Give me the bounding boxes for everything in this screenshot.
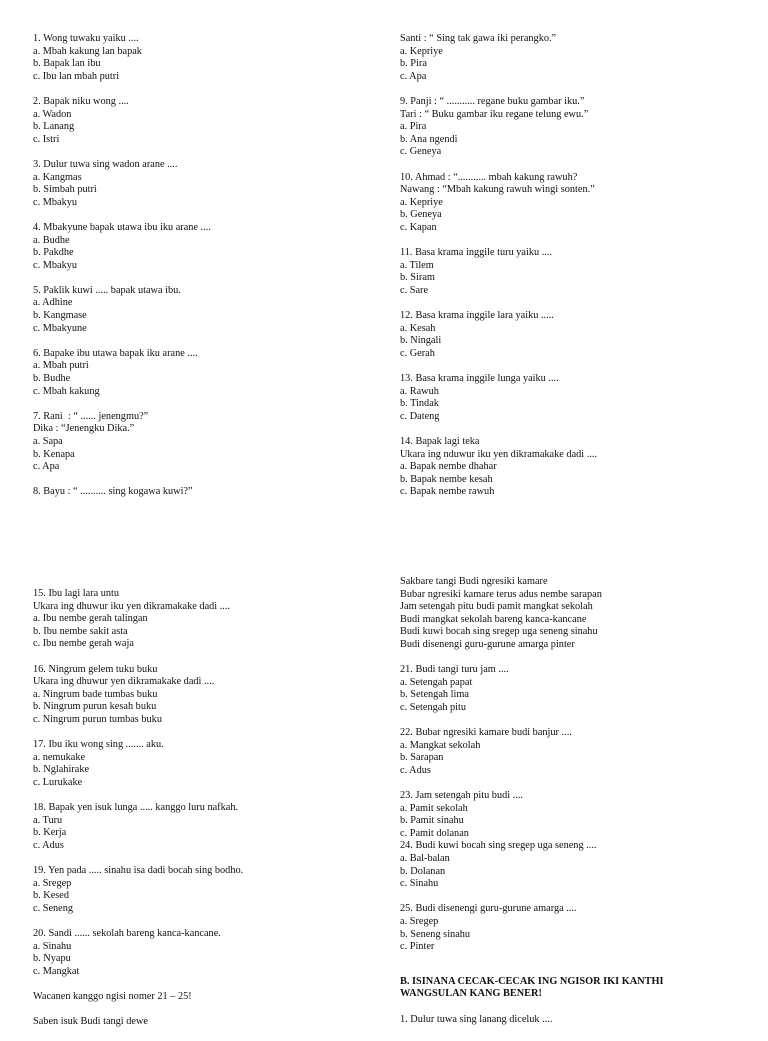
answer-line: c. Ningrum purun tumbas buku [33, 713, 162, 725]
question-block [33, 1016, 368, 1029]
question-text: 3. Dulur tuwa sing wadon arane .... [33, 158, 178, 170]
answer-line: a. Pira [400, 121, 427, 133]
question-text: 2. Bapak niku wong .... [33, 95, 129, 107]
answer-line: c. Mbah kakung [33, 385, 100, 397]
answer-line: b. Budhe [33, 373, 71, 385]
question-text: 25. Budi disenengi guru-gurune amarga .... [400, 903, 577, 915]
question-text: 5. Paklik kuwi ..... bapak utawa ibu. [33, 284, 181, 296]
question-block [400, 373, 740, 423]
right-column-bottom [400, 576, 740, 1026]
answer-line: c. Seneng [33, 902, 74, 914]
question-block [33, 222, 368, 272]
answer-line: Budi kuwi bocah sing sregep uga seneng sinahu [400, 626, 598, 638]
question-block [33, 664, 368, 727]
answer-line: b. Sarapan [400, 752, 444, 764]
answer-line: c. Istri [33, 133, 60, 145]
question-text: 23. Jam setengah pitu budi .... [400, 790, 523, 802]
answer-line: a. Kangmas [33, 171, 82, 183]
answer-line: Bubar ngresiki kamare terus adus nembe sarapan [400, 588, 602, 600]
answer-line: a. Kepriye [400, 196, 443, 208]
question-block [400, 840, 740, 890]
answer-line: a. Pamit sekolah [400, 802, 468, 814]
answer-line: b. Nyapu [33, 953, 71, 965]
answer-line: a. Budhe [33, 234, 70, 246]
answer-line: c. Kapan [400, 221, 437, 233]
question-text: 24. Budi kuwi bocah sing sregep uga seneng .... [400, 840, 597, 852]
answer-line: b. Dolanan [400, 865, 446, 877]
answer-line: c. Ibu nembe gerah waja [33, 638, 134, 650]
answer-line: b. Siram [400, 272, 435, 284]
question-text: Santi : “ Sing tak gawa iki perangko.” [400, 33, 557, 44]
answer-line: a. Mangkat sekolah [400, 739, 481, 751]
question-text: 16. Ningrum gelem tuku buku [33, 663, 158, 675]
answer-line: b. Kesed [33, 890, 70, 902]
answer-line: Dika : “Jenengku Dika.” [33, 423, 135, 435]
question-text: Wacanen kanggo ngisi nomer 21 – 25! [33, 991, 192, 1002]
question-block [33, 588, 368, 651]
question-block [33, 96, 368, 146]
answer-line: a. Sapa [33, 436, 63, 447]
answer-line: b. Bapak lan ibu [33, 58, 101, 70]
answer-line: c. Apa [33, 461, 60, 473]
answer-line: Nawang : “Mbah kakung rawuh wingi sonten.” [400, 184, 595, 196]
answer-line: c. Dateng [400, 410, 440, 422]
answer-line: c. Adus [33, 839, 64, 851]
question-block [33, 285, 368, 335]
question-text: 8. Bayu : “ .......... sing kogawa kuwi?” [33, 486, 193, 498]
answer-line: b. Lanang [33, 121, 75, 133]
question-block [400, 436, 740, 499]
answer-line: c. Mbakyu [33, 259, 78, 271]
question-block [400, 664, 740, 714]
question-block [33, 865, 368, 915]
answer-line: c. Geneya [400, 146, 442, 158]
answer-line: a. Turu [33, 814, 63, 826]
answer-line: a. Kepriye [400, 45, 443, 57]
answer-line: b. Geneya [400, 209, 442, 221]
answer-line: c. Sinahu [400, 878, 439, 890]
question-text: 20. Sandi ...... sekolah bareng kanca-kancane. [33, 928, 221, 940]
answer-line: a. Adhine [33, 297, 73, 309]
answer-line: c. Mangkat [33, 965, 80, 977]
question-text: 4. Mbakyune bapak utawa ibu iku arane .... [33, 221, 211, 233]
question-text: 1. Wong tuwaku yaiku .... [33, 33, 139, 44]
answer-line: b. Simbah putri [33, 184, 97, 196]
answer-line: Budi mangkat sekolah bareng kanca-kancane [400, 613, 587, 625]
question-block [400, 33, 740, 83]
question-block [400, 790, 740, 840]
answer-line: b. Kenapa [33, 448, 75, 460]
answer-line: b. Pamit sinahu [400, 815, 464, 827]
answer-line: a. nemukake [33, 751, 86, 763]
question-text: 21. Budi tangi turu jam .... [400, 664, 509, 676]
answer-line: a. Sregep [400, 916, 439, 928]
answer-line: b. Tindak [400, 398, 439, 410]
question-text: 6. Bapake ibu utawa bapak iku arane .... [33, 347, 198, 359]
question-block [33, 486, 368, 499]
answer-line: c. Apa [400, 70, 427, 82]
answer-line: Ukara ing nduwur iku yen dikramakake dadi .... [400, 448, 598, 460]
answer-line: a. Mbah kakung lan bapak [33, 45, 142, 57]
question-block [33, 33, 368, 83]
answer-line: Budi disenengi guru-gurune amarga pinter [400, 638, 575, 650]
question-text: 15. Ibu lagi lara untu [33, 588, 120, 599]
answer-line: a. Ningrum bade tumbas buku [33, 688, 158, 700]
answer-line: a. Sinahu [33, 940, 72, 952]
answer-line: Tari : “ Buku gambar iku regane telung ewu.” [400, 108, 589, 120]
question-text: 11. Basa krama inggile turu yaiku .... [400, 247, 553, 259]
question-block [400, 727, 740, 777]
question-block [33, 159, 368, 209]
answer-line: a. Tilem [400, 259, 434, 271]
section-b-question-1: 1. Dulur tuwa sing lanang diceluk .... [400, 1013, 553, 1025]
question-text: 14. Bapak lagi teka [400, 436, 480, 447]
answer-line: b. Ningali [400, 335, 442, 347]
answer-line: Ukara ing dhuwur yen dikramakake dadi .... [33, 676, 215, 688]
answer-line: c. Bapak nembe rawuh [400, 486, 495, 498]
answer-line: c. Adus [400, 764, 431, 776]
answer-line: b. Ibu nembe sakit asta [33, 625, 128, 637]
answer-line: c. Ibu lan mbah putri [33, 70, 120, 82]
question-block [33, 739, 368, 789]
answer-line: b. Ningrum purun kesah buku [33, 701, 157, 713]
question-block [33, 411, 368, 474]
question-block [33, 928, 368, 978]
answer-line: c. Sare [400, 284, 429, 296]
answer-line: b. Pira [400, 58, 427, 70]
question-text: 13. Basa krama inggile lunga yaiku .... [400, 373, 559, 385]
answer-line: a. Kesah [400, 322, 436, 334]
question-block [400, 172, 740, 235]
question-block [33, 991, 368, 1004]
left-column-bottom [33, 588, 368, 1041]
question-text: 17. Ibu iku wong sing ....... aku. [33, 739, 164, 751]
answer-line: b. Pakdhe [33, 247, 74, 259]
question-text: 7. Rani : “ ...... jenengmu?” [33, 410, 149, 422]
question-text: 18. Bapak yen isuk lunga ..... kanggo luru nafkah. [33, 802, 239, 814]
answer-line: a. Sregep [33, 877, 72, 889]
answer-line: b. Setengah lima [400, 689, 469, 701]
answer-line: a. Rawuh [400, 385, 439, 397]
answer-line: a. Bapak nembe dhahar [400, 461, 497, 473]
answer-line: b. Nglahirake [33, 764, 90, 776]
question-text: 9. Panji : “ ........... regane buku gambar iku.” [400, 95, 585, 107]
question-text: 10. Ahmad : “........... mbah kakung rawuh? [400, 171, 578, 183]
question-text: Saben isuk Budi tangi dewe [33, 1016, 148, 1028]
answer-line: a. Wadon [33, 108, 72, 120]
answer-line: Ukara ing dhuwur iku yen dikramakake dadi .... [33, 600, 231, 612]
answer-line: a. Setengah papat [400, 676, 473, 688]
question-text: 19. Yen pada ..... sinahu isa dadi bocah sing bodho. [33, 865, 244, 877]
question-block [400, 96, 740, 159]
answer-line: c. Lurukake [33, 776, 83, 788]
answer-line: a. Ibu nembe gerah talingan [33, 613, 148, 625]
answer-line: b. Seneng sinahu [400, 928, 471, 940]
answer-line: c. Setengah pitu [400, 701, 467, 713]
question-text: 12. Basa krama inggile lara yaiku ..... [400, 310, 554, 322]
question-block [33, 802, 368, 852]
question-block [400, 576, 740, 652]
question-block [33, 348, 368, 398]
question-text: Sakbare tangi Budi ngresiki kamare [400, 576, 548, 587]
question-block [400, 903, 740, 953]
answer-line: c. Gerah [400, 347, 435, 359]
answer-line: c. Pinter [400, 941, 435, 953]
answer-line: a. Bal-balan [400, 853, 450, 865]
answer-line: a. Mbah putri [33, 360, 89, 372]
answer-line: b. Ana ngendi [400, 133, 458, 145]
question-block [400, 310, 740, 360]
answer-line: Jam setengah pitu budi pamit mangkat sekolah [400, 601, 593, 613]
question-block [400, 247, 740, 297]
answer-line: b. Kerja [33, 827, 67, 839]
answer-line: c. Pamit dolanan [400, 827, 469, 839]
answer-line: b. Kangmase [33, 310, 87, 322]
left-column-top [33, 33, 368, 512]
right-column-top [400, 33, 740, 512]
section-b-heading: B. ISINANA CECAK-CECAK ING NGISOR IKI KANTHI WANGSULAN KANG BENER! [400, 975, 664, 1000]
answer-line: b. Bapak nembe kesah [400, 473, 493, 485]
question-text: 22. Bubar ngresiki kamare budi banjur .... [400, 727, 572, 739]
answer-line: c. Mbakyune [33, 322, 87, 334]
answer-line: c. Mbakyu [33, 196, 78, 208]
